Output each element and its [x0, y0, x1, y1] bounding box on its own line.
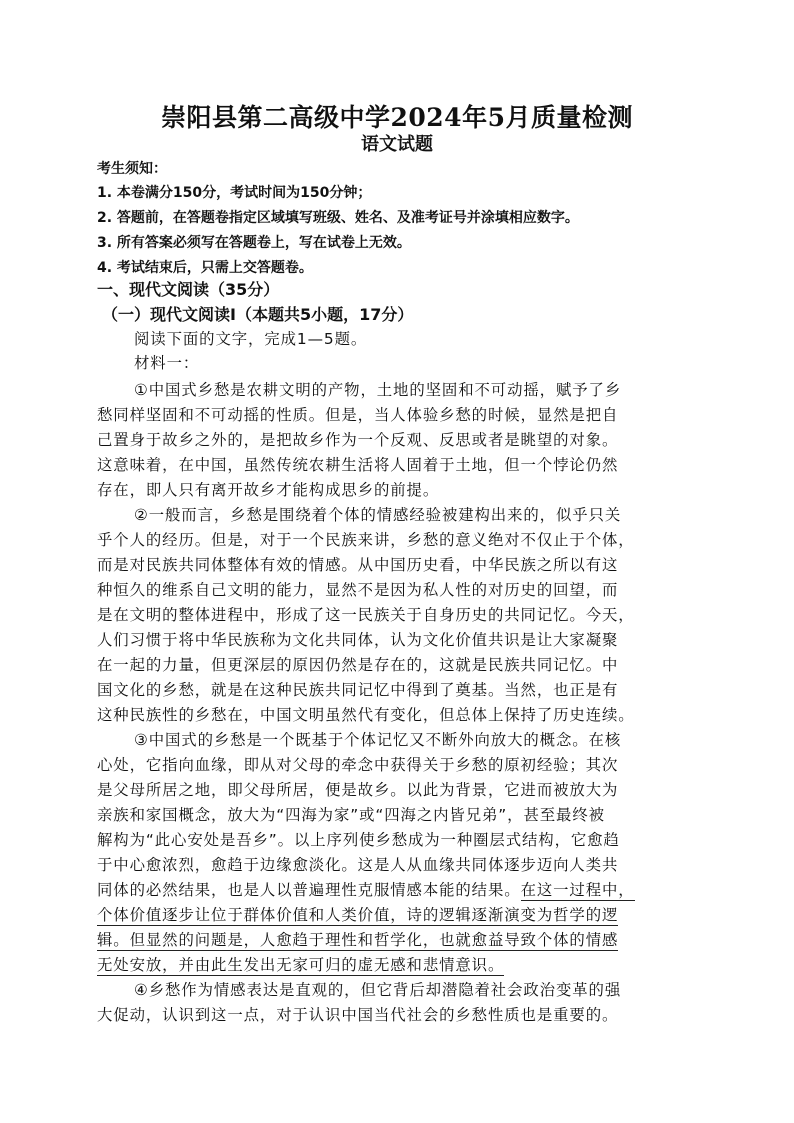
paragraph-line: 这意味着，在中国，虽然传统农耕生活将人固着于土地，但一个悖论仍然	[97, 456, 619, 474]
paragraph-line: ③中国式的乡愁是一个既基于个体记忆又不断外向放大的概念。在核	[134, 731, 622, 749]
paragraph-line: 于中心愈浓烈，愈趋于边缘愈淡化。这是人从血缘共同体逐步迈向人类共	[97, 856, 619, 874]
paragraph-line: ①中国式乡愁是农耕文明的产物，土地的坚固和不可动摇，赋予了乡	[134, 381, 622, 399]
paragraph-line: 而是对民族共同体整体有效的情感。从中国历史看，中华民族之所以有这	[97, 556, 619, 574]
notice-item: 2. 答题前，在答题卷指定区域填写班级、姓名、及准考证号并涂填相应数字。	[97, 210, 579, 226]
exam-title: 崇阳县第二高级中学2024年5月质量检测	[161, 103, 633, 132]
paragraph-line: 人们习惯于将中华民族称为文化共同体，认为文化价值共识是让大家凝聚	[97, 631, 619, 649]
underlined-text: 辑。但显然的问题是，人愈趋于理性和哲学化，也就愈益导致个体的情感	[97, 931, 619, 949]
subsection-heading: （一）现代文阅读Ⅰ（本题共5小题，17分）	[102, 305, 414, 324]
paragraph-line: ②一般而言，乡愁是围绕着个体的情感经验被建构出来的，似乎只关	[134, 506, 622, 524]
underlined-text: 在这一过程中，	[520, 881, 635, 899]
paragraph-line: 大促动，认识到这一点，对于认识中国当代社会的乡愁性质也是重要的。	[97, 1006, 619, 1024]
paragraph-line	[97, 878, 635, 900]
underlined-text: 无处安放，并由此生发出无家可归的虚无感和悲情意识。	[97, 956, 505, 974]
paragraph-line	[97, 953, 504, 975]
paragraph-line: ④乡愁作为情感表达是直观的，但它背后却潜隐着社会政治变革的强	[134, 981, 622, 999]
paragraph-line	[97, 903, 618, 925]
paragraph-line: 这种民族性的乡愁在，中国文明虽然代有变化，但总体上保持了历史连续。	[97, 706, 635, 724]
paragraph-line: 乎个人的经历。但是，对于一个民族来讲，乡愁的意义绝对不仅止于个体，	[97, 531, 635, 549]
paragraph-line: 己置身于故乡之外的，是把故乡作为一个反观、反思或者是眺望的对象。	[97, 431, 619, 449]
notice-item: 1. 本卷满分150分，考试时间为150分钟；	[97, 185, 372, 201]
paragraph-line: 是在文明的整体进程中，形成了这一民族关于自身历史的共同记忆。今天，	[97, 606, 635, 624]
notice-item: 3. 所有答案必须写在答题卷上，写在试卷上无效。	[97, 235, 411, 251]
notice-item: 4. 考试结束后，只需上交答题卷。	[97, 260, 313, 276]
exam-subtitle: 语文试题	[361, 134, 433, 155]
paragraph-line: 种恒久的维系自己文明的能力，显然不是因为私人性的对历史的回望，而	[97, 581, 619, 599]
underlined-text: 个体价值逐步让位于群体价值和人类价值，诗的逻辑逐渐演变为哲学的逻	[97, 906, 619, 924]
material-label: 材料一：	[134, 354, 200, 372]
paragraph-line: 愁同样坚固和不可动摇的性质。但是，当人体验乡愁的时候，显然是把自	[97, 406, 619, 424]
paragraph-line	[97, 928, 618, 950]
paragraph-line: 亲族和家国概念，放大为“四海为家”或“四海之内皆兄弟”，甚至最终被	[97, 806, 605, 824]
section-heading: 一、现代文阅读（35分）	[97, 280, 280, 299]
paragraph-line: 是父母所居之地，即父母所居，便是故乡。以此为背景，它进而被放大为	[97, 781, 619, 799]
instruction-text: 阅读下面的文字，完成1—5题。	[134, 330, 368, 348]
paragraph-line: 心处，它指向血缘，即从对父母的牵念中获得关于乡愁的原初经验；其次	[97, 756, 619, 774]
paragraph-line: 在一起的力量，但更深层的原因仍然是存在的，这就是民族共同记忆。中	[97, 656, 619, 674]
paragraph-text: 同体的必然结果，也是人以普遍理性克服情感本能的结果。	[97, 881, 521, 899]
paragraph-line: 解构为“此心安处是吾乡”。以上序列使乡愁成为一种圈层式结构，它愈趋	[97, 831, 620, 849]
notice-heading: 考生须知：	[97, 161, 167, 177]
paragraph-line: 存在，即人只有离开故乡才能构成思乡的前提。	[97, 481, 440, 499]
paragraph-line: 国文化的乡愁，就是在这种民族共同记忆中得到了奠基。当然，也正是有	[97, 681, 619, 699]
